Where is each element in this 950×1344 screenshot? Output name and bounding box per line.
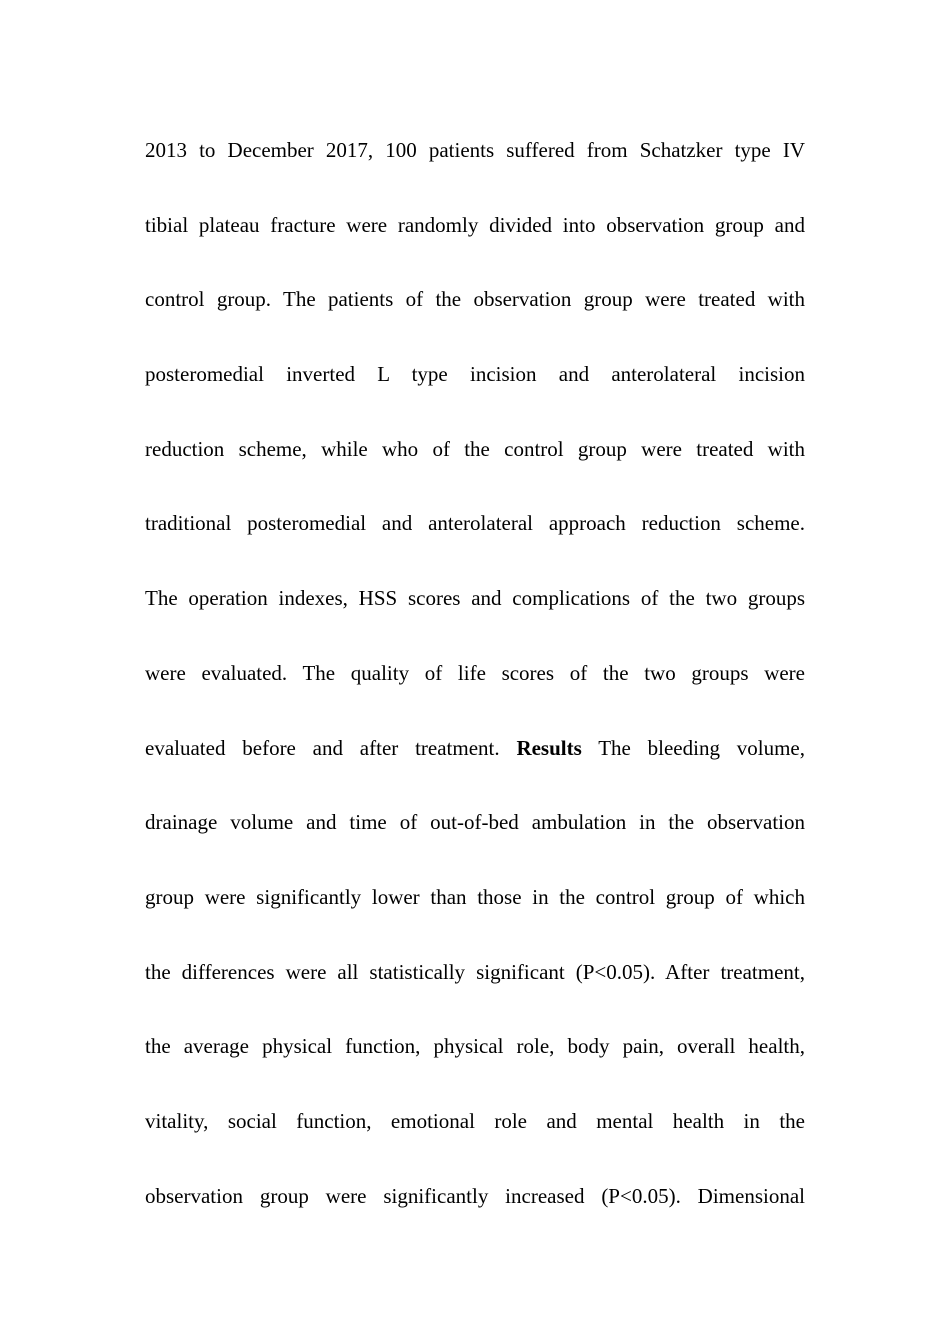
text-line: drainage volume and time of out-of-bed ambulation in the observation	[145, 810, 805, 835]
text-line: The operation indexes, HSS scores and complications of the two groups	[145, 586, 805, 611]
text-line: 2013 to December 2017, 100 patients suffered from Schatzker type IV	[145, 138, 805, 162]
abstract-text	[145, 132, 805, 1252]
results-heading: Results	[516, 735, 582, 760]
text-line: observation group were significantly increased (P<0.05). Dimensional	[145, 1183, 805, 1208]
text-line: tibial plateau fracture were randomly divided into observation group and	[145, 212, 805, 237]
text-line: control group. The patients of the observation group were treated with	[145, 287, 805, 312]
text-line-results	[145, 730, 805, 805]
text-line: reduction scheme, while who of the control group were treated with	[145, 436, 805, 461]
text-line: traditional posteromedial and anterolateral approach reduction scheme.	[145, 511, 805, 536]
text-line: posteromedial inverted L type incision and anterolateral incision	[145, 362, 805, 387]
text-line: group were significantly lower than those in the control group of which	[145, 884, 805, 909]
text-line: the average physical function, physical role, body pain, overall health,	[145, 1034, 805, 1059]
text-line: were evaluated. The quality of life scores of the two groups were	[145, 660, 805, 685]
text-line: the differences were all statistically significant (P<0.05). After treatment,	[145, 959, 805, 984]
text-segment: evaluated before and after treatment.	[145, 735, 500, 760]
text-segment: The bleeding volume,	[598, 735, 806, 760]
text-line: vitality, social function, emotional role and mental health in the	[145, 1108, 805, 1133]
